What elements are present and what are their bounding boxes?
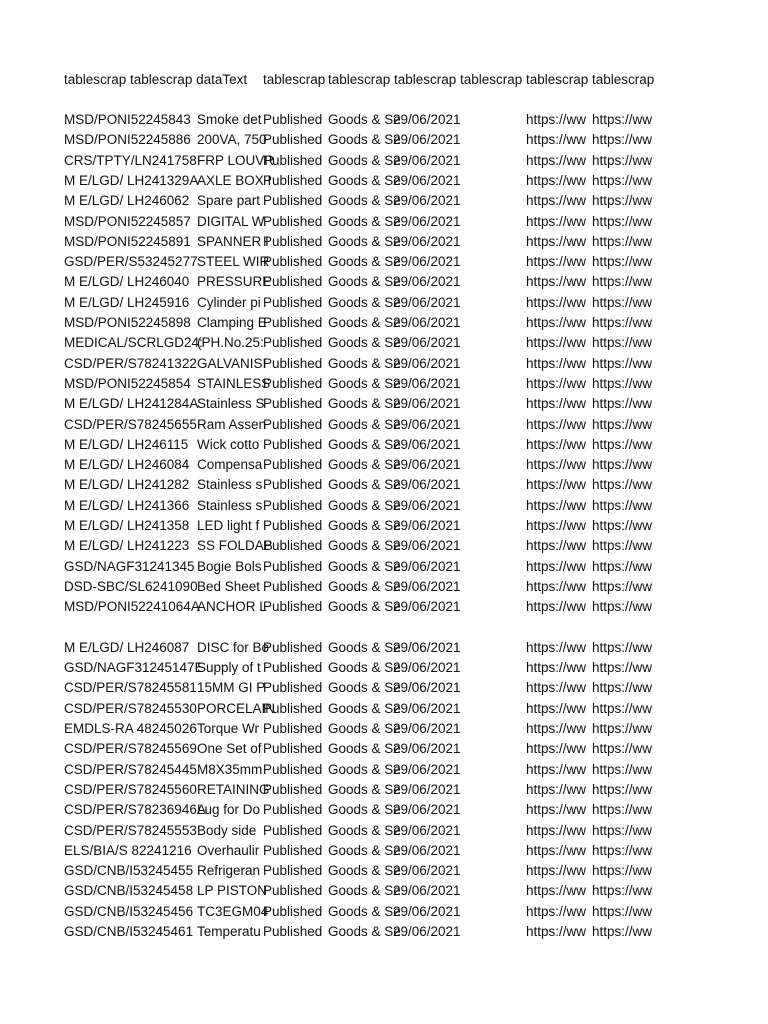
description-cell: FRP LOUVR — [197, 152, 275, 168]
link-cell: https://ww — [526, 842, 587, 858]
date-cell: 29/06/2021 — [393, 233, 461, 249]
date-cell: 29/06/2021 — [393, 863, 461, 879]
link-cell: https://ww — [592, 233, 653, 249]
status-cell: Published — [263, 477, 323, 493]
description-cell: Cylinder pi — [197, 294, 261, 310]
category-cell: Goods & Se — [328, 700, 401, 716]
tender-no-cell: MSD/PONI52245857 — [64, 213, 191, 229]
link-cell: https://ww — [526, 700, 587, 716]
header-cell: tablescrap — [526, 72, 589, 87]
category-cell: Goods & Se — [328, 639, 401, 655]
date-cell: 29/06/2021 — [393, 680, 461, 696]
tender-no-cell: MSD/PONI52245886 — [64, 132, 191, 148]
tender-no-cell: M E/LGD/ LH246062 — [64, 193, 190, 209]
description-cell: Ram Assen — [197, 416, 267, 432]
category-cell: Goods & Se — [328, 518, 401, 533]
status-cell: Published — [263, 538, 323, 554]
category-cell: Goods & Se — [328, 436, 401, 452]
link-cell: https://ww — [592, 518, 653, 533]
link-cell: https://ww — [592, 416, 653, 432]
status-cell: Published — [263, 903, 323, 919]
category-cell: Goods & Se — [328, 883, 401, 899]
date-cell: 29/06/2021 — [393, 802, 461, 818]
link-cell: https://ww — [526, 822, 587, 838]
date-cell: 29/06/2021 — [393, 335, 461, 351]
link-cell: https://ww — [592, 172, 653, 188]
category-cell: Goods & Se — [328, 599, 401, 615]
tender-no-cell: MSD/PONI52245898 — [64, 315, 191, 330]
description-cell: ANCHOR L — [197, 599, 267, 615]
date-cell: 29/06/2021 — [393, 152, 461, 168]
status-cell: Published — [263, 741, 323, 757]
status-cell: Published — [263, 132, 323, 148]
status-cell: Published — [263, 375, 323, 391]
link-cell: https://ww — [592, 335, 653, 351]
date-cell: 29/06/2021 — [393, 193, 461, 209]
status-cell: Published — [263, 924, 323, 939]
category-cell: Goods & Se — [328, 924, 401, 939]
description-cell: LED light f — [197, 518, 260, 533]
category-cell: Goods & Se — [328, 152, 401, 168]
status-cell: Published — [263, 274, 323, 290]
date-cell: 29/06/2021 — [393, 578, 461, 594]
category-cell: Goods & Se — [328, 416, 401, 432]
category-cell: Goods & Se — [328, 538, 401, 554]
status-cell: Published — [263, 660, 323, 676]
description-cell: PORCELAIN — [197, 700, 276, 716]
status-cell: Published — [263, 193, 323, 209]
category-cell: Goods & Se — [328, 761, 401, 777]
tender-no-cell: MSD/PONI52245843 — [64, 112, 191, 127]
link-cell: https://ww — [592, 842, 653, 858]
link-cell: https://ww — [526, 578, 587, 594]
link-cell: https://ww — [592, 660, 653, 676]
category-cell: Goods & Se — [328, 375, 401, 391]
date-cell: 29/06/2021 — [393, 721, 461, 736]
date-cell: 29/06/2021 — [393, 274, 461, 290]
category-cell: Goods & Se — [328, 112, 401, 127]
link-cell: https://ww — [592, 761, 653, 777]
link-cell: https://ww — [526, 497, 587, 513]
link-cell: https://ww — [526, 457, 587, 473]
description-cell: Overhaulir — [197, 842, 260, 858]
link-cell: https://ww — [526, 396, 587, 412]
category-cell: Goods & Se — [328, 132, 401, 148]
date-cell: 29/06/2021 — [393, 416, 461, 432]
link-cell: https://ww — [592, 558, 653, 574]
header-cell: tablescrap — [394, 72, 457, 87]
tender-no-cell: GSD/CNB/I53245456 — [64, 903, 194, 919]
tender-no-cell: M E/LGD/ LH241329A — [64, 172, 199, 188]
link-cell: https://ww — [592, 863, 653, 879]
description-cell: AXLE BOX I — [197, 172, 272, 188]
tender-no-cell: CSD/PER/S78245655 — [64, 416, 197, 432]
description-cell: Bed Sheet — [197, 578, 261, 594]
description-cell: (PH.No.25: — [197, 335, 264, 351]
date-cell: 29/06/2021 — [393, 700, 461, 716]
link-cell: https://ww — [526, 416, 587, 432]
link-cell: https://ww — [592, 680, 653, 696]
category-cell: Goods & Se — [328, 294, 401, 310]
category-cell: Goods & Se — [328, 335, 401, 351]
link-cell: https://ww — [526, 903, 587, 919]
description-cell: One Set of — [197, 741, 262, 757]
link-cell: https://ww — [592, 822, 653, 838]
header-cell: tablescrap tablescrap dataText — [64, 72, 248, 87]
link-cell: https://ww — [526, 355, 587, 371]
tender-no-cell: MEDICAL/SCRLGD24: — [64, 335, 203, 351]
tender-no-cell: DSD-SBC/SL6241090 — [64, 578, 198, 594]
date-cell: 29/06/2021 — [393, 741, 461, 757]
link-cell: https://ww — [526, 193, 587, 209]
description-cell: Compensa — [197, 457, 263, 473]
link-cell: https://ww — [526, 558, 587, 574]
description-cell: Stainless s — [197, 497, 263, 513]
category-cell: Goods & Se — [328, 781, 401, 797]
status-cell: Published — [263, 355, 323, 371]
tender-no-cell: CSD/PER/S78245569 — [64, 741, 197, 757]
status-cell: Published — [263, 396, 323, 412]
link-cell: https://ww — [592, 274, 653, 290]
status-cell: Published — [263, 863, 323, 879]
status-cell: Published — [263, 721, 323, 736]
description-cell: Body side — [197, 822, 257, 838]
link-cell: https://ww — [592, 254, 653, 270]
link-cell: https://ww — [592, 294, 653, 310]
link-cell: https://ww — [592, 721, 653, 736]
description-cell: DIGITAL W — [197, 213, 265, 229]
status-cell: Published — [263, 599, 323, 615]
link-cell: https://ww — [526, 599, 587, 615]
link-cell: https://ww — [592, 375, 653, 391]
description-cell: Wick cotto — [197, 436, 260, 452]
link-cell: https://ww — [592, 457, 653, 473]
description-cell: SPANNER I — [197, 233, 269, 249]
link-cell: https://ww — [526, 639, 587, 655]
link-cell: https://ww — [592, 497, 653, 513]
link-cell: https://ww — [592, 132, 653, 148]
status-cell: Published — [263, 294, 323, 310]
tender-no-cell: GSD/NAGF31241345 — [64, 558, 195, 574]
category-cell: Goods & Se — [328, 863, 401, 879]
category-cell: Goods & Se — [328, 721, 401, 736]
header-cell: tablescrap — [460, 72, 523, 87]
date-cell: 29/06/2021 — [393, 660, 461, 676]
link-cell: https://ww — [526, 518, 587, 533]
link-cell: https://ww — [592, 639, 653, 655]
status-cell: Published — [263, 822, 323, 838]
category-cell: Goods & Se — [328, 578, 401, 594]
category-cell: Goods & Se — [328, 497, 401, 513]
link-cell: https://ww — [526, 294, 587, 310]
category-cell: Goods & Se — [328, 172, 401, 188]
link-cell: https://ww — [526, 274, 587, 290]
category-cell: Goods & Se — [328, 457, 401, 473]
date-cell: 29/06/2021 — [393, 213, 461, 229]
tender-no-cell: GSD/NAGF31245147E — [64, 660, 204, 676]
link-cell: https://ww — [592, 436, 653, 452]
link-cell: https://ww — [526, 863, 587, 879]
link-cell: https://ww — [526, 883, 587, 899]
description-cell: DISC for Bo — [197, 639, 270, 655]
link-cell: https://ww — [592, 924, 653, 939]
status-cell: Published — [263, 335, 323, 351]
tender-no-cell: M E/LGD/ LH241358 — [64, 518, 190, 533]
date-cell: 29/06/2021 — [393, 396, 461, 412]
date-cell: 29/06/2021 — [393, 558, 461, 574]
category-cell: Goods & Se — [328, 254, 401, 270]
link-cell: https://ww — [592, 741, 653, 757]
category-cell: Goods & Se — [328, 355, 401, 371]
link-cell: https://ww — [526, 172, 587, 188]
link-cell: https://ww — [526, 436, 587, 452]
description-cell: STEEL WIR — [197, 254, 270, 270]
link-cell: https://ww — [592, 396, 653, 412]
tender-no-cell: CSD/PER/S78245530 — [64, 700, 197, 716]
category-cell: Goods & Se — [328, 842, 401, 858]
category-cell: Goods & Se — [328, 802, 401, 818]
description-cell: 15MM GI P — [197, 680, 266, 696]
description-cell: GALVANISI — [197, 355, 267, 371]
date-cell: 29/06/2021 — [393, 315, 461, 330]
link-cell: https://ww — [526, 335, 587, 351]
header-cell: tablescrap — [263, 72, 326, 87]
link-cell: https://ww — [526, 152, 587, 168]
link-cell: https://ww — [592, 599, 653, 615]
description-cell: Stainless S — [197, 396, 265, 412]
description-cell: TC3EGM04 — [197, 903, 269, 919]
description-cell: Spare part — [197, 193, 261, 209]
category-cell: Goods & Se — [328, 477, 401, 493]
tender-no-cell: CRS/TPTY/LN241758 — [64, 152, 197, 168]
tender-no-cell: GSD/CNB/I53245461 — [64, 924, 194, 939]
header-cell: tablescrap — [592, 72, 655, 87]
status-cell: Published — [263, 233, 323, 249]
description-cell: Torque Wr — [197, 721, 260, 736]
description-cell: LP PISTON — [197, 883, 268, 899]
status-cell: Published — [263, 680, 323, 696]
tender-no-cell: CSD/PER/S78245445 — [64, 761, 197, 777]
status-cell: Published — [263, 254, 323, 270]
link-cell: https://ww — [526, 132, 587, 148]
date-cell: 29/06/2021 — [393, 781, 461, 797]
status-cell: Published — [263, 436, 323, 452]
tender-no-cell: M E/LGD/ LH246087 — [64, 639, 190, 655]
tender-no-cell: M E/LGD/ LH246115 — [64, 436, 189, 452]
description-cell: Temperatu — [197, 924, 261, 939]
link-cell: https://ww — [526, 233, 587, 249]
status-cell: Published — [263, 497, 323, 513]
link-cell: https://ww — [526, 315, 587, 330]
date-cell: 29/06/2021 — [393, 172, 461, 188]
link-cell: https://ww — [526, 680, 587, 696]
date-cell: 29/06/2021 — [393, 924, 461, 939]
category-cell: Goods & Se — [328, 396, 401, 412]
date-cell: 29/06/2021 — [393, 457, 461, 473]
tender-no-cell: M E/LGD/ LH246040 — [64, 274, 190, 290]
description-cell: Lug for Do — [197, 802, 261, 818]
description-cell: Supply of t — [197, 660, 261, 676]
status-cell: Published — [263, 416, 323, 432]
description-cell: STAINLESS — [197, 375, 271, 391]
tender-no-cell: MSD/PONI52245854 — [64, 375, 191, 391]
link-cell: https://ww — [526, 781, 587, 797]
status-cell: Published — [263, 112, 323, 127]
tender-no-cell: GSD/PER/S53245277 — [64, 254, 198, 270]
link-cell: https://ww — [526, 924, 587, 939]
status-cell: Published — [263, 152, 323, 168]
category-cell: Goods & Se — [328, 558, 401, 574]
category-cell: Goods & Se — [328, 233, 401, 249]
description-cell: SS FOLDAB — [197, 538, 273, 554]
link-cell: https://ww — [592, 213, 653, 229]
date-cell: 29/06/2021 — [393, 436, 461, 452]
tender-no-cell: M E/LGD/ LH246084 — [64, 457, 190, 473]
description-cell: Bogie Bols — [197, 558, 262, 574]
link-cell: https://ww — [526, 477, 587, 493]
tender-no-cell: ELS/BIA/S 82241216 — [64, 842, 192, 858]
tender-no-cell: M E/LGD/ LH241282 — [64, 477, 190, 493]
status-cell: Published — [263, 213, 323, 229]
category-cell: Goods & Se — [328, 741, 401, 757]
link-cell: https://ww — [592, 802, 653, 818]
date-cell: 29/06/2021 — [393, 294, 461, 310]
status-cell: Published — [263, 842, 323, 858]
category-cell: Goods & Se — [328, 680, 401, 696]
description-cell: Clamping E — [197, 315, 267, 330]
status-cell: Published — [263, 700, 323, 716]
date-cell: 29/06/2021 — [393, 883, 461, 899]
tender-no-cell: GSD/CNB/I53245455 — [64, 863, 194, 879]
status-cell: Published — [263, 558, 323, 574]
date-cell: 29/06/2021 — [393, 518, 461, 533]
status-cell: Published — [263, 315, 323, 330]
tender-no-cell: M E/LGD/ LH245916 — [64, 294, 190, 310]
date-cell: 29/06/2021 — [393, 903, 461, 919]
status-cell: Published — [263, 781, 323, 797]
category-cell: Goods & Se — [328, 213, 401, 229]
date-cell: 29/06/2021 — [393, 355, 461, 371]
date-cell: 29/06/2021 — [393, 842, 461, 858]
tender-no-cell: CSD/PER/S78236946A — [64, 802, 206, 818]
link-cell: https://ww — [592, 578, 653, 594]
description-cell: Refrigeran — [197, 863, 261, 879]
date-cell: 29/06/2021 — [393, 254, 461, 270]
date-cell: 29/06/2021 — [393, 375, 461, 391]
link-cell: https://ww — [592, 903, 653, 919]
link-cell: https://ww — [592, 700, 653, 716]
link-cell: https://ww — [526, 375, 587, 391]
tender-no-cell: CSD/PER/S78241322 — [64, 355, 197, 371]
link-cell: https://ww — [592, 538, 653, 554]
link-cell: https://ww — [592, 883, 653, 899]
link-cell: https://ww — [526, 741, 587, 757]
link-cell: https://ww — [526, 802, 587, 818]
link-cell: https://ww — [526, 538, 587, 554]
status-cell: Published — [263, 761, 323, 777]
header-cell: tablescrap — [328, 72, 391, 87]
status-cell: Published — [263, 802, 323, 818]
category-cell: Goods & Se — [328, 822, 401, 838]
link-cell: https://ww — [592, 477, 653, 493]
date-cell: 29/06/2021 — [393, 761, 461, 777]
description-cell: PRESSURE — [197, 274, 272, 290]
link-cell: https://ww — [526, 112, 587, 127]
link-cell: https://ww — [592, 193, 653, 209]
status-cell: Published — [263, 457, 323, 473]
date-cell: 29/06/2021 — [393, 599, 461, 615]
link-cell: https://ww — [526, 721, 587, 736]
link-cell: https://ww — [526, 761, 587, 777]
date-cell: 29/06/2021 — [393, 639, 461, 655]
link-cell: https://ww — [526, 660, 587, 676]
category-cell: Goods & Se — [328, 274, 401, 290]
date-cell: 29/06/2021 — [393, 497, 461, 513]
date-cell: 29/06/2021 — [393, 132, 461, 148]
link-cell: https://ww — [526, 213, 587, 229]
link-cell: https://ww — [592, 355, 653, 371]
status-cell: Published — [263, 578, 323, 594]
date-cell: 29/06/2021 — [393, 822, 461, 838]
tender-no-cell: EMDLS-RA 48245026 — [64, 721, 197, 736]
date-cell: 29/06/2021 — [393, 112, 461, 127]
description-cell: RETAINING — [197, 781, 270, 797]
description-cell: 200VA, 750 — [197, 132, 267, 148]
status-cell: Published — [263, 883, 323, 899]
tender-no-cell: CSD/PER/S78245581 — [64, 680, 197, 696]
tender-no-cell: MSD/PONI52241064A — [64, 599, 200, 615]
tender-no-cell: MSD/PONI52245891 — [64, 233, 191, 249]
category-cell: Goods & Se — [328, 903, 401, 919]
tender-no-cell: GSD/CNB/I53245458 — [64, 883, 194, 899]
tender-no-cell: CSD/PER/S78245553 — [64, 822, 197, 838]
status-cell: Published — [263, 172, 323, 188]
link-cell: https://ww — [592, 112, 653, 127]
status-cell: Published — [263, 518, 323, 533]
description-cell: M8X35mm — [197, 761, 263, 777]
tender-no-cell: M E/LGD/ LH241284A — [64, 396, 199, 412]
link-cell: https://ww — [526, 254, 587, 270]
tender-no-cell: M E/LGD/ LH241223 — [64, 538, 190, 554]
category-cell: Goods & Se — [328, 660, 401, 676]
tender-no-cell: M E/LGD/ LH241366 — [64, 497, 190, 513]
description-cell: Stainless s — [197, 477, 263, 493]
date-cell: 29/06/2021 — [393, 477, 461, 493]
link-cell: https://ww — [592, 152, 653, 168]
status-cell: Published — [263, 639, 323, 655]
category-cell: Goods & Se — [328, 193, 401, 209]
date-cell: 29/06/2021 — [393, 538, 461, 554]
link-cell: https://ww — [592, 781, 653, 797]
tender-no-cell: CSD/PER/S78245560 — [64, 781, 197, 797]
link-cell: https://ww — [592, 315, 653, 330]
category-cell: Goods & Se — [328, 315, 401, 330]
description-cell: Smoke det — [197, 112, 262, 127]
